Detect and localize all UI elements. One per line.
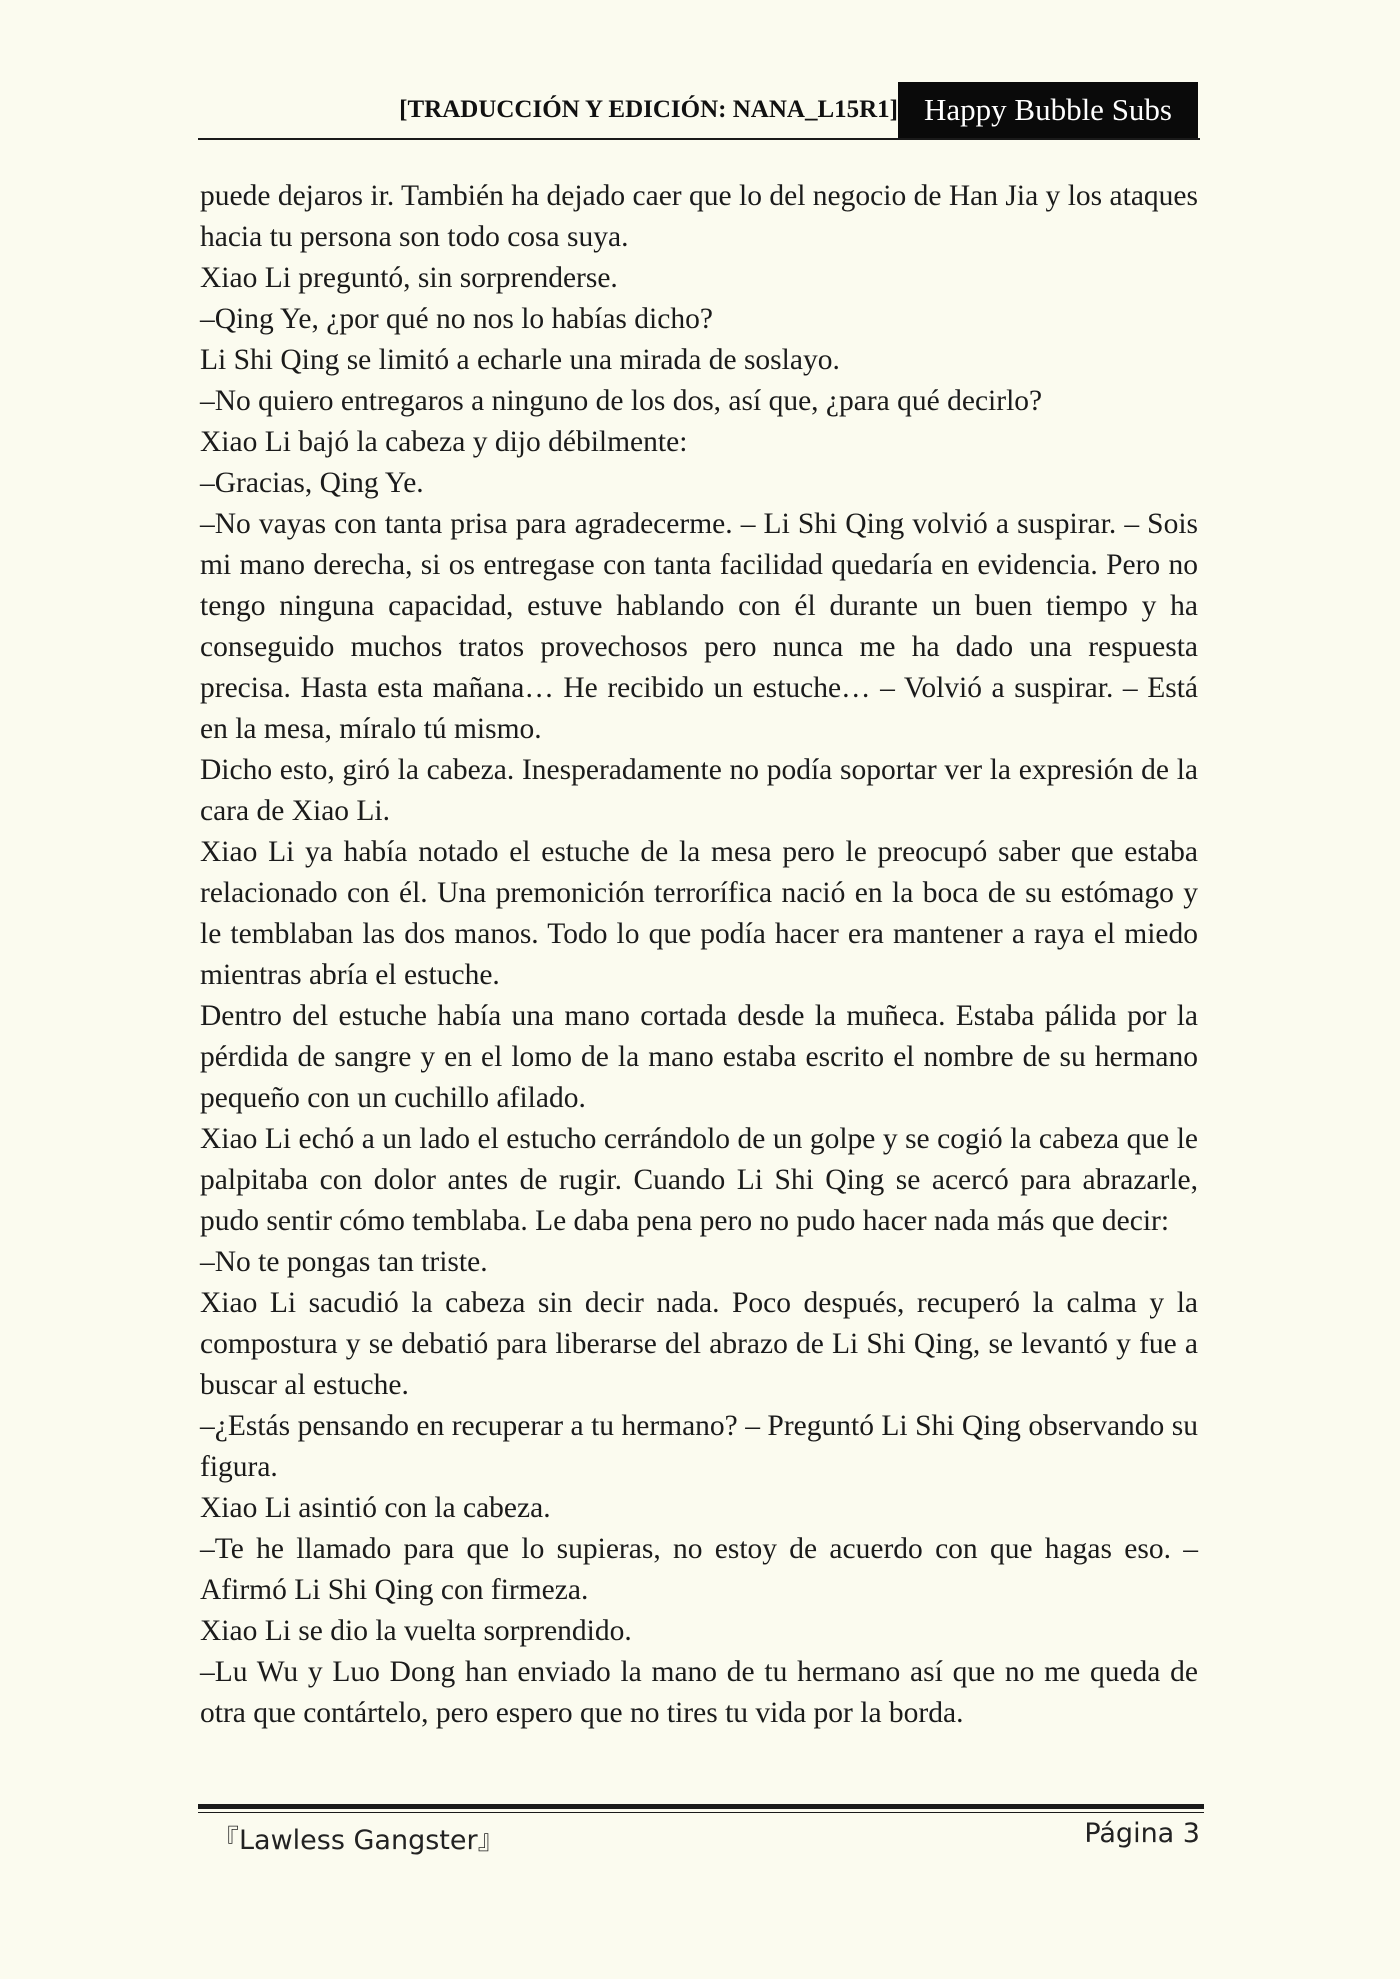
paragraph: –No te pongas tan triste. [200, 1246, 488, 1278]
paragraph: Li Shi Qing se limitó a echarle una mirada de soslayo. [200, 344, 840, 376]
paragraph: Xiao Li preguntó, sin sorprenderse. [200, 262, 618, 294]
paragraph: –Lu Wu y Luo Dong han enviado la mano de tu hermano así que no me queda de otra que contártelo, pero espero que no tires tu vida por la borda. [200, 1656, 1198, 1729]
paragraph: –Qing Ye, ¿por qué no nos lo habías dicho? [200, 303, 713, 335]
translation-credit: [TRADUCCIÓN Y EDICIÓN: NANA_L15R1] [399, 96, 898, 123]
paragraph: –No vayas con tanta prisa para agradecerme. – Li Shi Qing volvió a suspirar. – Sois mi mano derecha, si os entregase con tanta facilidad quedaría en evidencia. Pero no tengo ninguna capacidad, estuve hablando con él durante un buen tiempo y ha conseguido muchos tratos provechosos pero nunca me ha dado una respuesta precisa. Hasta esta mañana… He recibido un estuche… – Volvió a suspirar. – Está en la mesa, míralo tú mismo. [200, 508, 1198, 745]
paragraph: puede dejaros ir. También ha dejado caer que lo del negocio de Han Jia y los ataques hacia tu persona son todo cosa suya. [200, 180, 1198, 253]
paragraph: –Gracias, Qing Ye. [200, 467, 424, 499]
body-text [200, 176, 1198, 1734]
footer-divider [198, 1804, 1204, 1809]
paragraph: Dentro del estuche había una mano cortada desde la muñeca. Estaba pálida por la pérdida de sangre y en el lomo de la mano estaba escrito el nombre de su hermano pequeño con un cuchillo afilado. [200, 1000, 1198, 1114]
page-number: Página 3 [1084, 1818, 1200, 1849]
paragraph: Xiao Li se dio la vuelta sorprendido. [200, 1615, 632, 1647]
paragraph: Xiao Li asintió con la cabeza. [200, 1492, 551, 1524]
paragraph: Xiao Li sacudió la cabeza sin decir nada. Poco después, recuperó la calma y la compostura y se debatió para liberarse del abrazo de Li Shi Qing, se levantó y fue a buscar al estuche. [200, 1287, 1198, 1401]
group-brand-label: Happy Bubble Subs [898, 82, 1198, 138]
footer-divider-thin [198, 1812, 1204, 1813]
paragraph: Dicho esto, giró la cabeza. Inesperadamente no podía soportar ver la expresión de la cara de Xiao Li. [200, 754, 1198, 827]
paragraph: Xiao Li bajó la cabeza y dijo débilmente: [200, 426, 688, 458]
footer-book-title: 『Lawless Gangster』 [212, 1825, 505, 1856]
paragraph: –¿Estás pensando en recuperar a tu hermano? – Preguntó Li Shi Qing observando su figura. [200, 1410, 1198, 1483]
paragraph: Xiao Li ya había notado el estuche de la mesa pero le preocupó saber que estaba relacionado con él. Una premonición terrorífica nació en la boca de su estómago y le temblaban las dos manos. Todo lo que podía hacer era mantener a raya el miedo mientras abría el estuche. [200, 836, 1198, 991]
paragraph: –No quiero entregaros a ninguno de los dos, así que, ¿para qué decirlo? [200, 385, 1043, 417]
paragraph: –Te he llamado para que lo supieras, no estoy de acuerdo con que hagas eso. – Afirmó Li Shi Qing con firmeza. [200, 1533, 1198, 1606]
paragraph: Xiao Li echó a un lado el estucho cerrándolo de un golpe y se cogió la cabeza que le palpitaba con dolor antes de rugir. Cuando Li Shi Qing se acercó para abrazarle, pudo sentir cómo temblaba. Le daba pena pero no pudo hacer nada más que decir: [200, 1123, 1198, 1237]
page-header [198, 82, 1200, 140]
